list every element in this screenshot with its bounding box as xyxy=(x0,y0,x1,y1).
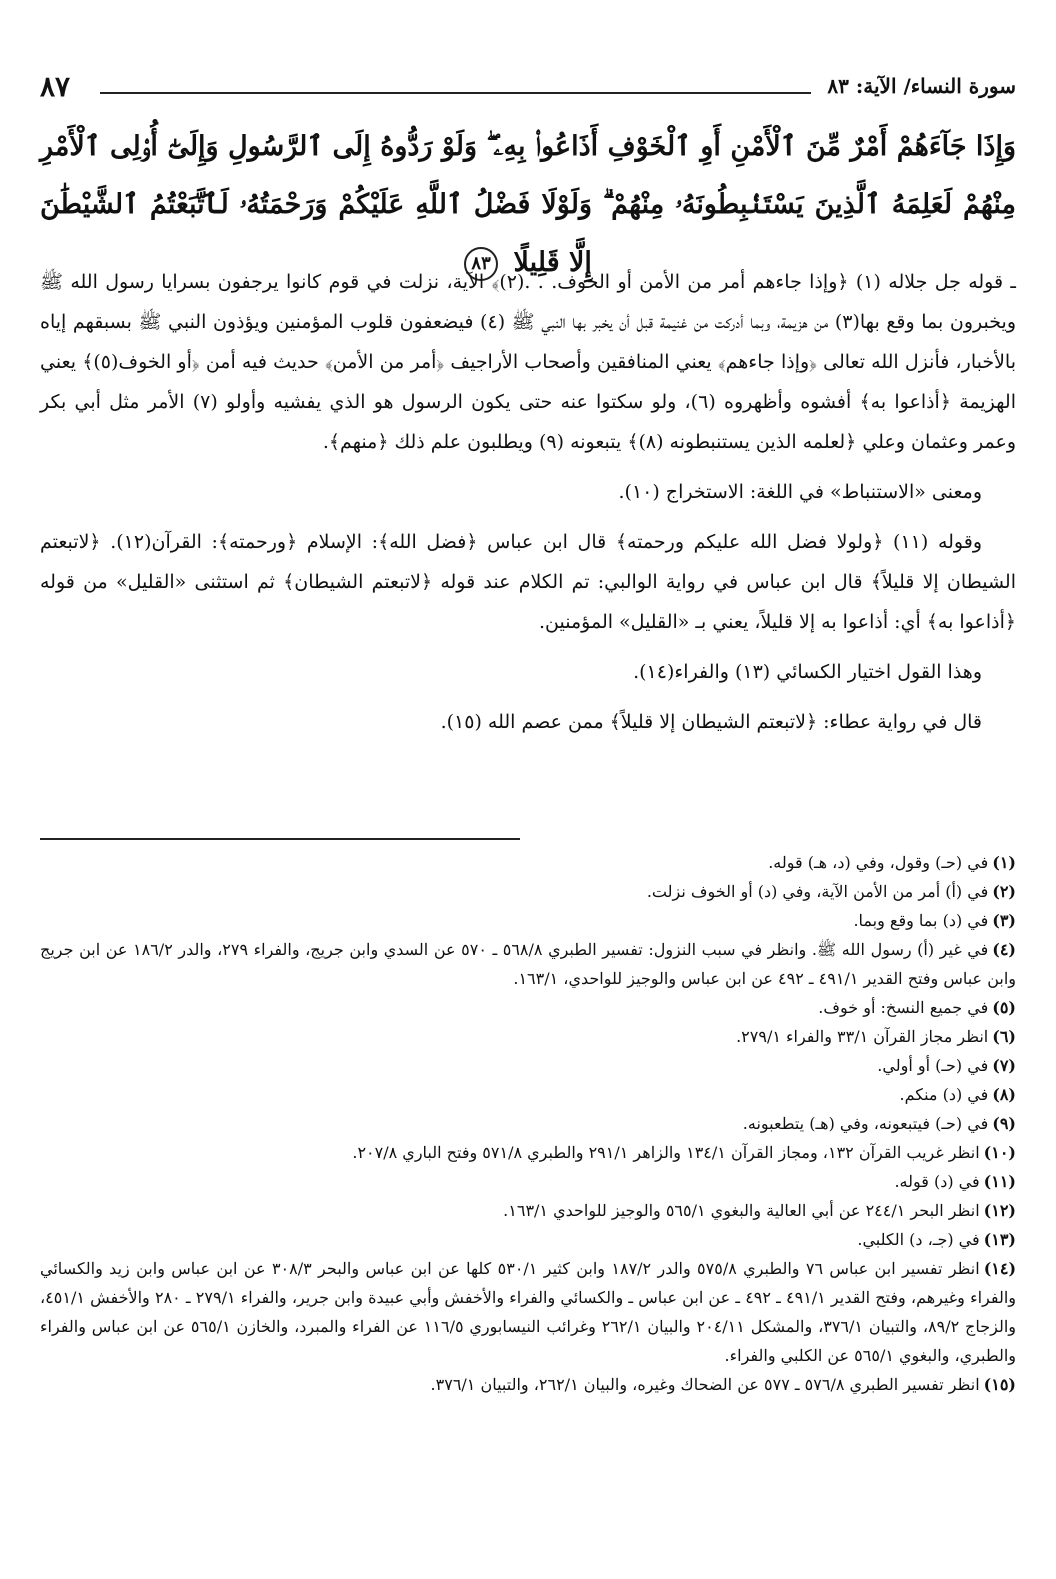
footnote-number: (١) xyxy=(992,853,1016,872)
footnote-number: (١٢) xyxy=(983,1201,1016,1220)
footnote-text: انظر تفسير ابن عباس ٧٦ والطبري ٥٧٥/٨ والدر ١٨٧/٢ وابن كثير ٥٣٠/١ كلها عن ابن عباس والبحر ٣٠٨/٣ عن ابن عباس وابن زيد والكسائي والفراء وغيرهم، وفتح القدير ٤٩١/١ ـ ٤٩٢ ـ عن ابن عباس ـ والكسائي والفراء والأخفش وأبي عبيدة وابن جرير، والفراء ٢٧٩/١ ـ ٢٨٠ والأخفش ٤٥١/١، والزجاج ٨٩/٢، والتبيان ٣٧٦/١، والمشكل ٢٠٤/١١ والبيان ٢٦٢/١ وغرائب النيسابوري ١١٦/٥ عن الفراء والمبرد، والخازن ٥٦٥/١ عن ابن عباس والفراء والطبري، والبغوي ٥٦٥/١ عن الكلبي والفراء. xyxy=(40,1259,1017,1365)
footnote-text: في (أ) أمر من الأمن الآية، وفي (د) أو الخوف نزلت. xyxy=(646,882,989,901)
footnote-text: في غير (أ) رسول الله ﷺ. وانظر في سبب النزول: تفسير الطبري ٥٦٨/٨ ـ ٥٧٠ عن السدي وابن جريج، والفراء ٢٧٩، والدر ١٨٦/٢ عن ابن جريج وابن عباس وفتح القدير ٤٩١/١ ـ ٤٩٢ عن ابن عباس والوجيز للواحدي، ١٦٣/١. xyxy=(40,940,1016,988)
footnote xyxy=(40,1080,1016,1109)
footnote-text: انظر غريب القرآن ١٣٢، ومجاز القرآن ١٣٤/١ والزاهر ٢٩١/١ والطبري ٥٧١/٨ وفتح الباري ٢٠٧/٨. xyxy=(352,1143,980,1162)
commentary-body xyxy=(40,262,1016,752)
footnote-separator xyxy=(40,838,520,840)
footnote xyxy=(40,1138,1016,1167)
footnote-number: (١١) xyxy=(983,1172,1016,1191)
header-rule xyxy=(100,92,811,94)
page-number: ٨٧ xyxy=(40,70,71,103)
paragraph: قال في رواية عطاء: ﴿لاتبعتم الشيطان إلا قليلاً﴾ ممن عصم الله (١٥). xyxy=(440,711,982,733)
footnote-text: انظر تفسير الطبري ٥٧٦/٨ ـ ٥٧٧ عن الضحاك وغيره، والبيان ٢٦٢/١، والتبيان ٣٧٦/١. xyxy=(430,1375,980,1394)
footnote-text: في (د) منكم. xyxy=(899,1085,989,1104)
footnote-text: انظر البحر ٢٤٤/١ عن أبي العالية والبغوي ٥٦٥/١ والوجيز للواحدي ١٦٣/١. xyxy=(503,1201,980,1220)
footnote-number: (١٤) xyxy=(983,1259,1017,1278)
footnote-text: في (حـ) وقول، وفي (د، هـ) قوله. xyxy=(768,853,989,872)
paragraph: وهذا القول اختيار الكسائي (١٣) والفراء(١٤). xyxy=(633,661,982,683)
footnote-text: في (د) قوله. xyxy=(894,1172,980,1191)
footnote-text: في (د) بما وقع وبما. xyxy=(853,911,989,930)
footnote xyxy=(40,1196,1016,1225)
footnote xyxy=(40,1167,1016,1196)
footnote-number: (١٥) xyxy=(983,1375,1016,1394)
verse-text: وَإِذَا جَآءَهُمْ أَمْرٌ مِّنَ ٱلْأَمْنِ أَوِ ٱلْخَوْفِ أَذَاعُوا۟ بِهِۦ ۖ وَلَوْ رَدُّوهُ إِلَى ٱلرَّسُولِ وَإِلَىٰٓ أُو۟لِى ٱلْأَمْرِ مِنْهُمْ لَعَلِمَهُ ٱلَّذِينَ يَسْتَنۢبِطُونَهُۥ مِنْهُمْ ۗ وَلَوْلَا فَضْلُ ٱللَّهِ عَلَيْكُمْ وَرَحْمَتُهُۥ لَٱتَّبَعْتُمُ ٱلشَّيْطَٰنَ إِلَّا قَلِيلًا xyxy=(40,131,1016,278)
footnote-text: في جميع النسخ: أو خوف. xyxy=(818,998,989,1017)
footnote-text: في (حـ) فيتبعونه، وفي (هـ) يتطعبونه. xyxy=(742,1114,989,1133)
footnote-number: (٤) xyxy=(992,940,1016,959)
paragraph: ـ قوله جل جلاله (١) ﴿وإذا جاءهم أمر من الأمن أو الخوف. . .(٢)﴾ الآية، نزلت في قوم كانوا يرجفون بسرايا رسول الله ﷺ ويخبرون بما وقع بها(٣) من هزيمة، وبما أدركت من غنيمة قبل أن يخبر بها النبي ﷺ (٤) فيضعفون قلوب المؤمنين ويؤذون النبي ﷺ بسبقهم إياه بالأخبار، فأنزل الله تعالى ﴿وإذا جاءهم﴾ يعني المنافقين وأصحاب الأراجيف ﴿أمر من الأمن﴾ حديث فيه أمن ﴿أو الخوف(٥)﴾ يعني الهزيمة ﴿أذاعوا به﴾ أفشوه وأظهروه (٦)، ولو سكتوا عنه حتى يكون الرسول هو الذي يفشيه وأولو (٧) الأمر مثل أبي بكر وعمر وعثمان وعلي ﴿لعلمه الذين يستنبطونه (٨)﴾ يتبعونه (٩) ويطلبون علم ذلك ﴿منهم﴾. xyxy=(40,271,1016,453)
footnote xyxy=(40,993,1016,1022)
paragraph: ومعنى «الاستنباط» في اللغة: الاستخراج (١٠). xyxy=(618,481,982,503)
footnote-number: (٩) xyxy=(992,1114,1016,1133)
footnote-text: في (حـ) أو أولي. xyxy=(877,1056,989,1075)
footnote xyxy=(40,906,1016,935)
page-header xyxy=(40,70,1016,110)
paragraph: وقوله (١١) ﴿ولولا فضل الله عليكم ورحمته﴾ قال ابن عباس ﴿فضل الله﴾: الإسلام ﴿ورحمته﴾: القرآن(١٢). ﴿لاتبعتم الشيطان إلا قليلاً﴾ قال ابن عباس في رواية الوالبي: تم الكلام عند قوله ﴿لاتبعتم الشيطان﴾ ثم استثنى «القليل» من قوله ﴿أذاعوا به﴾ أي: أذاعوا به إلا قليلاً، يعني بـ «القليل» المؤمنين. xyxy=(40,531,1016,633)
footnote xyxy=(40,1051,1016,1080)
running-title: سورة النساء/ الآية: ٨٣ xyxy=(827,74,1016,98)
footnote-text: في (جـ، د) الكلبي. xyxy=(857,1230,980,1249)
footnote-text: انظر مجاز القرآن ٣٣/١ والفراء ٢٧٩/١. xyxy=(736,1027,989,1046)
footnote-number: (٢) xyxy=(992,882,1016,901)
footnote xyxy=(40,1225,1016,1254)
footnotes xyxy=(40,848,1016,1399)
footnote-number: (٧) xyxy=(992,1056,1016,1075)
footnote xyxy=(40,848,1016,877)
footnote xyxy=(40,1254,1016,1370)
footnote-number: (٦) xyxy=(992,1027,1016,1046)
footnote xyxy=(40,877,1016,906)
ayah-number-marker: ٨٣ xyxy=(464,247,498,281)
footnote xyxy=(40,935,1016,993)
footnote-number: (٣) xyxy=(992,911,1016,930)
footnote-number: (١٠) xyxy=(983,1143,1016,1162)
footnote xyxy=(40,1109,1016,1138)
footnote-number: (٥) xyxy=(992,998,1016,1017)
footnote xyxy=(40,1370,1016,1399)
footnote-number: (١٣) xyxy=(983,1230,1016,1249)
footnote xyxy=(40,1022,1016,1051)
footnote-number: (٨) xyxy=(992,1085,1016,1104)
